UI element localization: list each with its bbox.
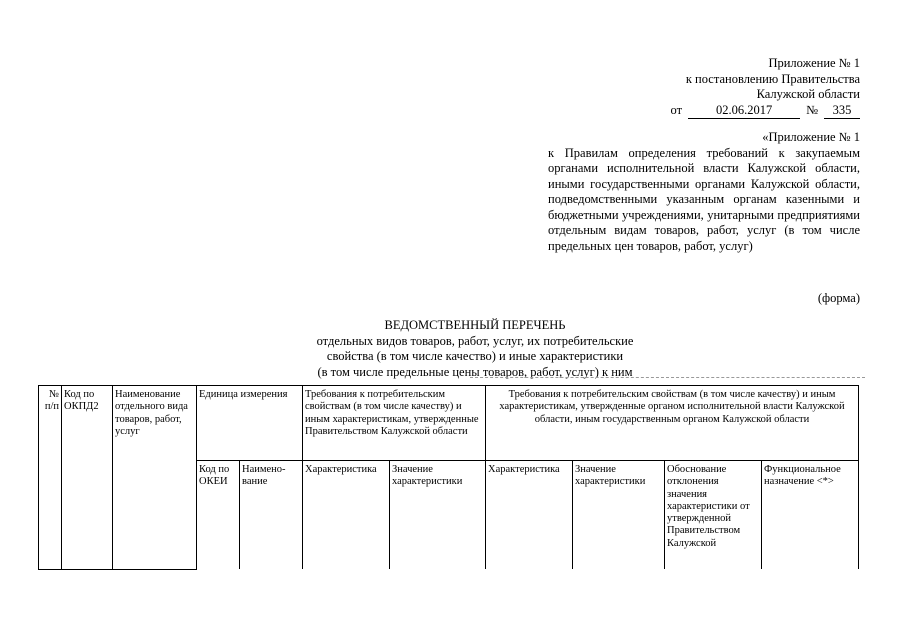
heading-subtitle-3: (в том числе предельные цены товаров, работ, услуг) к ним [317, 364, 633, 379]
approval-block [671, 56, 861, 119]
form-label: (форма) [817, 291, 860, 305]
header-unit: Единица измерения [197, 386, 303, 461]
from-label: от [670, 102, 683, 117]
approval-line-3: Калужской области [756, 87, 860, 101]
document-heading [300, 318, 650, 380]
header-gov-requirements: Требования к потребительским свойствам (в том числе качеству) и иным характеристикам, утвержденные Правительством Калужской области [303, 386, 486, 461]
approval-line-2: к постановлению Правительства [685, 71, 860, 86]
header-okpd: Код по ОКПД2 [62, 386, 113, 570]
approval-line-1: Приложение № 1 [768, 56, 860, 70]
header-num: № п/п [39, 386, 62, 570]
heading-title: ВЕДОМСТВЕННЫЙ ПЕРЕЧЕНЬ [384, 318, 566, 332]
header-org-requirements: Требования к потребительским свойствам (в том числе качеству) и иным характеристикам, утвержденные органом исполнительной власти Калужской области, иным государственным органом Калужской области [486, 386, 859, 461]
header-org-value: Значение характеристики [573, 461, 665, 570]
approval-date-number [671, 103, 861, 120]
heading-subtitle-1: отдельных видов товаров, работ, услуг, их потребительские [316, 333, 634, 348]
header-unit-name: Наимено-вание [240, 461, 303, 570]
rules-text: к Правилам определения требований к закупаемым органами исполнительной власти Калужской области, иными государственными органами Калужской области, подведомственными указанным органам казенными и бюджетными учреждениями, унитарными предприятиями отдельным видам товаров, работ, услуг (в том числе предельных цен товаров, работ, услуг) [548, 145, 860, 253]
header-org-characteristic: Характеристика [486, 461, 573, 570]
header-gov-value: Значение характеристики [390, 461, 486, 570]
faint-dotted-line [470, 377, 865, 378]
heading-subtitle-2: свойства (в том числе качество) и иные характеристики [326, 349, 624, 363]
approval-number: 335 [824, 103, 860, 120]
header-okei-code: Код по ОКЕИ [197, 461, 240, 570]
rules-block [548, 130, 860, 254]
header-gov-characteristic: Характеристика [303, 461, 390, 570]
header-justification: Обоснование отклонения значения характеристики от утвержденной Правительством Калужской [665, 461, 762, 570]
header-item-name: Наименование отдельного вида товаров, работ, услуг [113, 386, 197, 570]
catalog-table [38, 385, 859, 570]
number-label: № [806, 102, 818, 117]
header-purpose: Функциональное назначение <*> [762, 461, 859, 570]
table-header-row-1 [39, 386, 859, 461]
approval-date: 02.06.2017 [688, 103, 800, 120]
rules-title: «Приложение № 1 [762, 130, 860, 144]
